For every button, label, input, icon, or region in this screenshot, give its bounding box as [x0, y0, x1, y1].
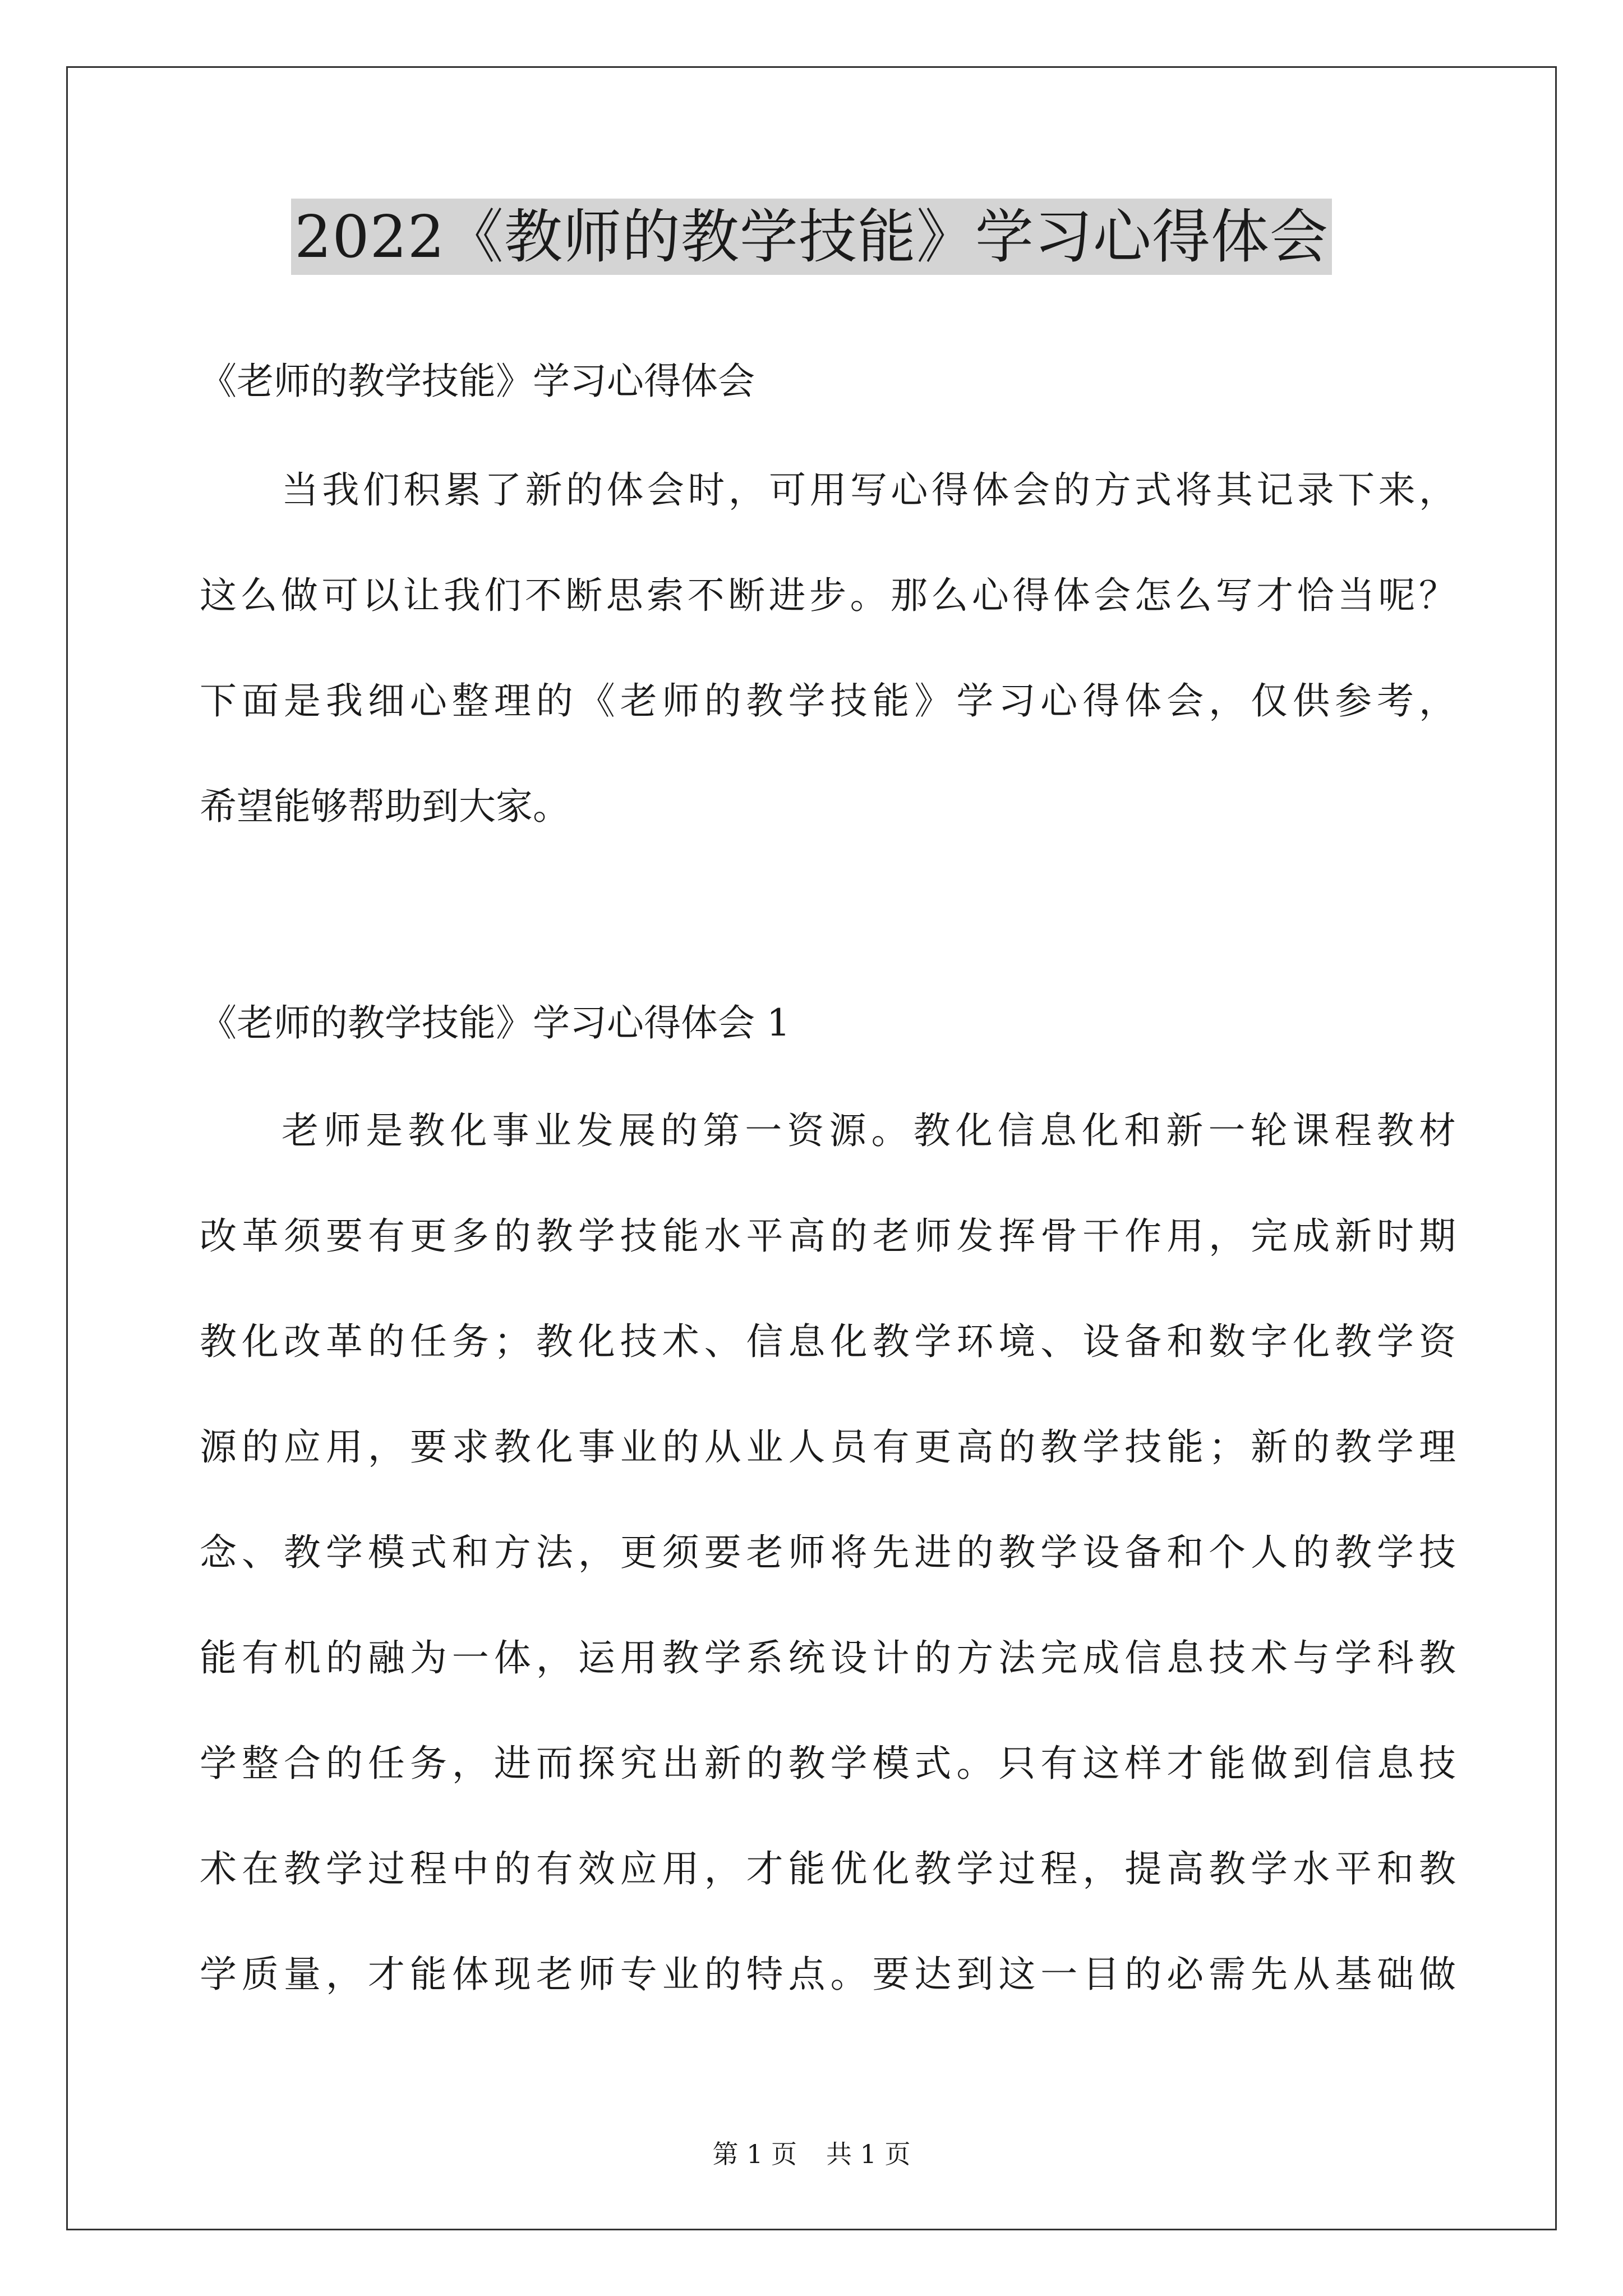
section1-heading: 《老师的教学技能》学习心得体会 1	[200, 1001, 790, 1045]
section1-paragraph	[200, 1078, 1456, 2027]
intro-line: 希望能够帮助到大家。	[200, 785, 570, 828]
intro-paragraph	[200, 438, 1456, 859]
section1-line: 学整合的任务，进而探究出新的教学模式。只有这样才能做到信息技	[200, 1742, 1456, 1785]
section1-line: 改革须要有更多的教学技能水平高的老师发挥骨干作用，完成新时期	[200, 1214, 1456, 1258]
section1-line: 念、教学模式和方法，更须要老师将先进的教学设备和个人的教学技	[200, 1531, 1456, 1574]
document-title-block	[0, 199, 1623, 275]
section1-line: 老师是教化事业发展的第一资源。教化信息化和新一轮课程教材	[282, 1109, 1456, 1152]
section1-line: 学质量，才能体现老师专业的特点。要达到这一目的必需先从基础做	[200, 1953, 1456, 1996]
section1-line: 能有机的融为一体，运用教学系统设计的方法完成信息技术与学科教	[200, 1636, 1456, 1680]
section1-line: 源的应用，要求教化事业的从业人员有更高的教学技能；新的教学理	[200, 1425, 1456, 1469]
section1-line: 术在教学过程中的有效应用，才能优化教学过程，提高教学水平和教	[200, 1847, 1456, 1890]
page-total: 共 1 页	[826, 2139, 911, 2169]
page-number: 第 1 页	[712, 2139, 797, 2169]
page-footer	[0, 2137, 1623, 2171]
document-title: 2022《教师的教学技能》学习心得体会	[291, 199, 1332, 275]
intro-heading: 《老师的教学技能》学习心得体会	[200, 360, 755, 403]
section1-line: 教化改革的任务；教化技术、信息化教学环境、设备和数字化教学资	[200, 1320, 1456, 1363]
intro-line: 当我们积累了新的体会时，可用写心得体会的方式将其记录下来，	[282, 468, 1456, 512]
intro-line: 这么做可以让我们不断思索不断进步。那么心得体会怎么写才恰当呢？	[200, 574, 1456, 617]
intro-line: 下面是我细心整理的《老师的教学技能》学习心得体会，仅供参考，	[200, 679, 1456, 723]
